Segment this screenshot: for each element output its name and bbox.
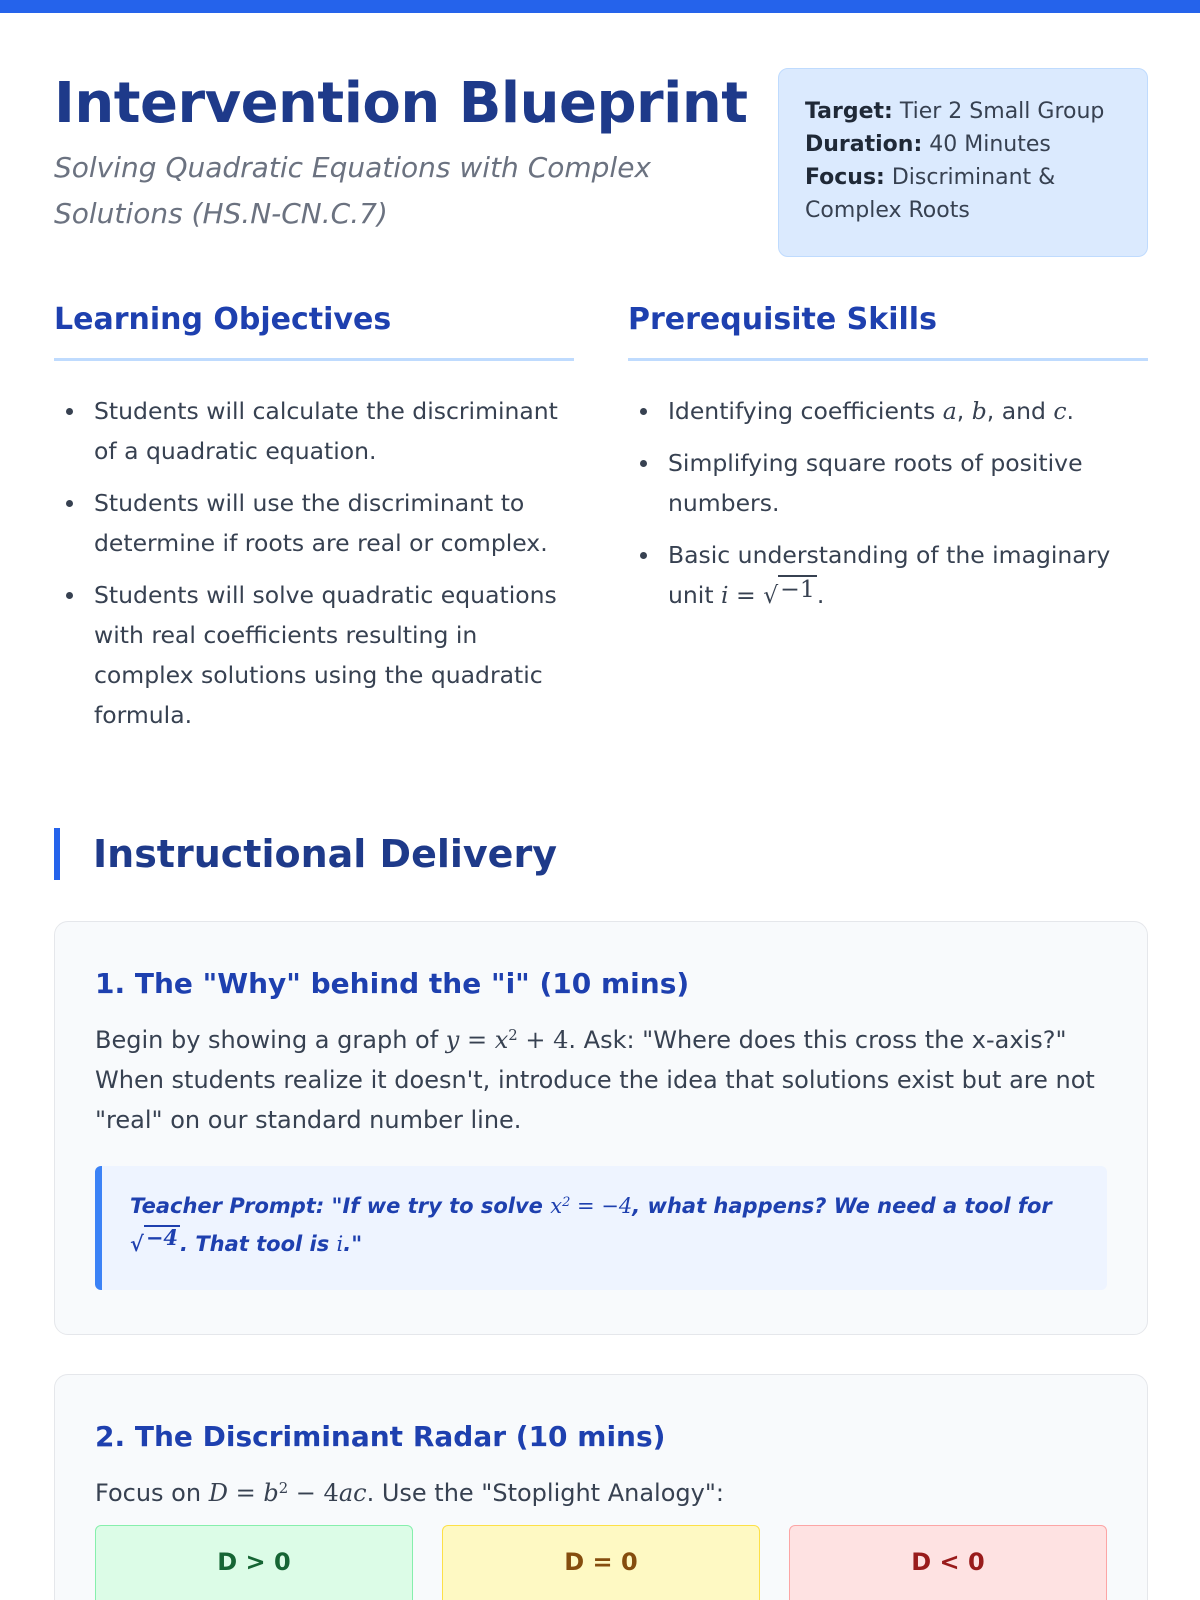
math-exponent: 2 xyxy=(278,1478,289,1497)
delivery-step-card xyxy=(54,921,1148,1335)
objective-text: Students will solve quadratic equations with real coefficients resulting in complex solutions using the quadratic formula. xyxy=(94,581,557,729)
bullet-icon xyxy=(640,408,647,415)
math-var-i: i xyxy=(336,1232,344,1256)
prereq-text: Simplifying square roots of positive numbers. xyxy=(668,449,1083,517)
prerequisites-list xyxy=(628,391,1148,615)
teacher-prompt-callout xyxy=(95,1166,1107,1290)
list-item xyxy=(628,391,1148,431)
bullet-icon xyxy=(640,552,647,559)
stoplight-row xyxy=(95,1525,1107,1600)
bullet-icon xyxy=(640,460,647,467)
prereq-text: Basic understanding of the imaginary unit xyxy=(668,541,1111,609)
body-text: . Ask: "Where does this cross the x-axis?" When students realize it doesn't, introduce the idea that solutions exist but are not "real" on our standard number line. xyxy=(95,1026,1095,1134)
prompt-text: ." xyxy=(343,1232,363,1256)
square-root-expression xyxy=(130,1225,180,1262)
math-plus-term: + 4 xyxy=(517,1026,569,1054)
radicand: −1 xyxy=(780,575,815,603)
top-accent-bar xyxy=(0,0,1200,13)
meta-focus-label: Focus: xyxy=(805,165,885,190)
body-text: Begin by showing a graph of xyxy=(95,1026,446,1054)
math-exponent: 2 xyxy=(508,1025,518,1044)
prompt-text: . That tool is xyxy=(180,1232,337,1256)
step-body xyxy=(95,1020,1107,1140)
radical-icon: √ xyxy=(130,1231,144,1256)
body-text: Focus on xyxy=(95,1479,209,1507)
page-title: Intervention Blueprint xyxy=(54,71,748,136)
meta-focus-value: Discriminant & Complex Roots xyxy=(805,165,1056,223)
stoplight-green-box: D > 0 xyxy=(95,1525,413,1600)
stoplight-yellow-box: D = 0 xyxy=(442,1525,760,1600)
list-item xyxy=(54,483,574,563)
square-root-expression xyxy=(763,575,817,615)
math-exponent: 2 xyxy=(562,1194,571,1210)
math-var-x: x xyxy=(494,1026,509,1054)
radical-icon: √ xyxy=(763,581,779,609)
bullet-icon xyxy=(66,592,73,599)
meta-focus xyxy=(805,161,1121,227)
learning-objectives-section xyxy=(54,300,574,747)
instructional-delivery-heading: Instructional Delivery xyxy=(54,828,557,880)
step-title: 1. The "Why" behind the "i" (10 mins) xyxy=(95,967,690,1000)
prereq-text: , and xyxy=(986,397,1054,425)
prompt-text: , what happens? We need a tool for xyxy=(632,1194,1052,1218)
step-body xyxy=(95,1473,1107,1513)
prereq-text: , xyxy=(956,397,972,425)
radicand: −4 xyxy=(145,1225,179,1250)
math-equals-term: = −4 xyxy=(570,1194,633,1218)
list-item xyxy=(54,391,574,471)
meta-target-label: Target: xyxy=(805,99,893,124)
meta-duration-value: 40 Minutes xyxy=(929,132,1051,157)
meta-target-value: Tier 2 Small Group xyxy=(899,99,1105,124)
meta-target xyxy=(805,95,1121,128)
bullet-icon xyxy=(66,408,73,415)
meta-duration-label: Duration: xyxy=(805,132,923,157)
body-text: . Use the "Stoplight Analogy": xyxy=(366,1479,724,1507)
objective-text: Students will use the discriminant to determine if roots are real or complex. xyxy=(94,489,548,557)
meta-duration xyxy=(805,128,1121,161)
delivery-step-card xyxy=(54,1374,1148,1600)
math-var-b: b xyxy=(263,1479,279,1507)
prerequisite-skills-heading: Prerequisite Skills xyxy=(628,300,1148,361)
prereq-text: . xyxy=(1066,397,1075,425)
step-title: 2. The Discriminant Radar (10 mins) xyxy=(95,1420,666,1453)
prerequisite-skills-section xyxy=(628,300,1148,627)
math-var-ac: ac xyxy=(338,1479,367,1507)
math-var-x: x xyxy=(550,1194,563,1218)
math-equals: = xyxy=(459,1026,495,1054)
page-header xyxy=(54,68,1148,258)
prompt-text: Teacher Prompt: "If we try to solve xyxy=(130,1194,551,1218)
math-equals: = xyxy=(728,581,764,609)
page-subtitle: Solving Quadratic Equations with Complex Solutions (HS.N-CN.C.7) xyxy=(54,151,651,230)
math-var-a: a xyxy=(942,397,957,425)
list-item xyxy=(628,535,1148,615)
learning-objectives-heading: Learning Objectives xyxy=(54,300,574,361)
objectives-list xyxy=(54,391,574,735)
bullet-icon xyxy=(66,500,73,507)
math-var-i: i xyxy=(721,581,729,609)
math-var-c: c xyxy=(1053,397,1067,425)
list-item xyxy=(54,575,574,735)
objective-text: Students will calculate the discriminant of a quadratic equation. xyxy=(94,397,558,465)
lesson-meta-box xyxy=(778,68,1148,257)
prereq-text: . xyxy=(816,581,825,609)
math-var-y: y xyxy=(445,1026,460,1054)
prereq-text: Identifying coefficients xyxy=(668,397,943,425)
list-item xyxy=(628,443,1148,523)
math-var-b: b xyxy=(971,397,987,425)
stoplight-red-box: D < 0 xyxy=(789,1525,1107,1600)
math-equals: = xyxy=(227,1479,264,1507)
math-var-D: D xyxy=(208,1479,228,1507)
math-minus-term: − 4 xyxy=(288,1479,339,1507)
